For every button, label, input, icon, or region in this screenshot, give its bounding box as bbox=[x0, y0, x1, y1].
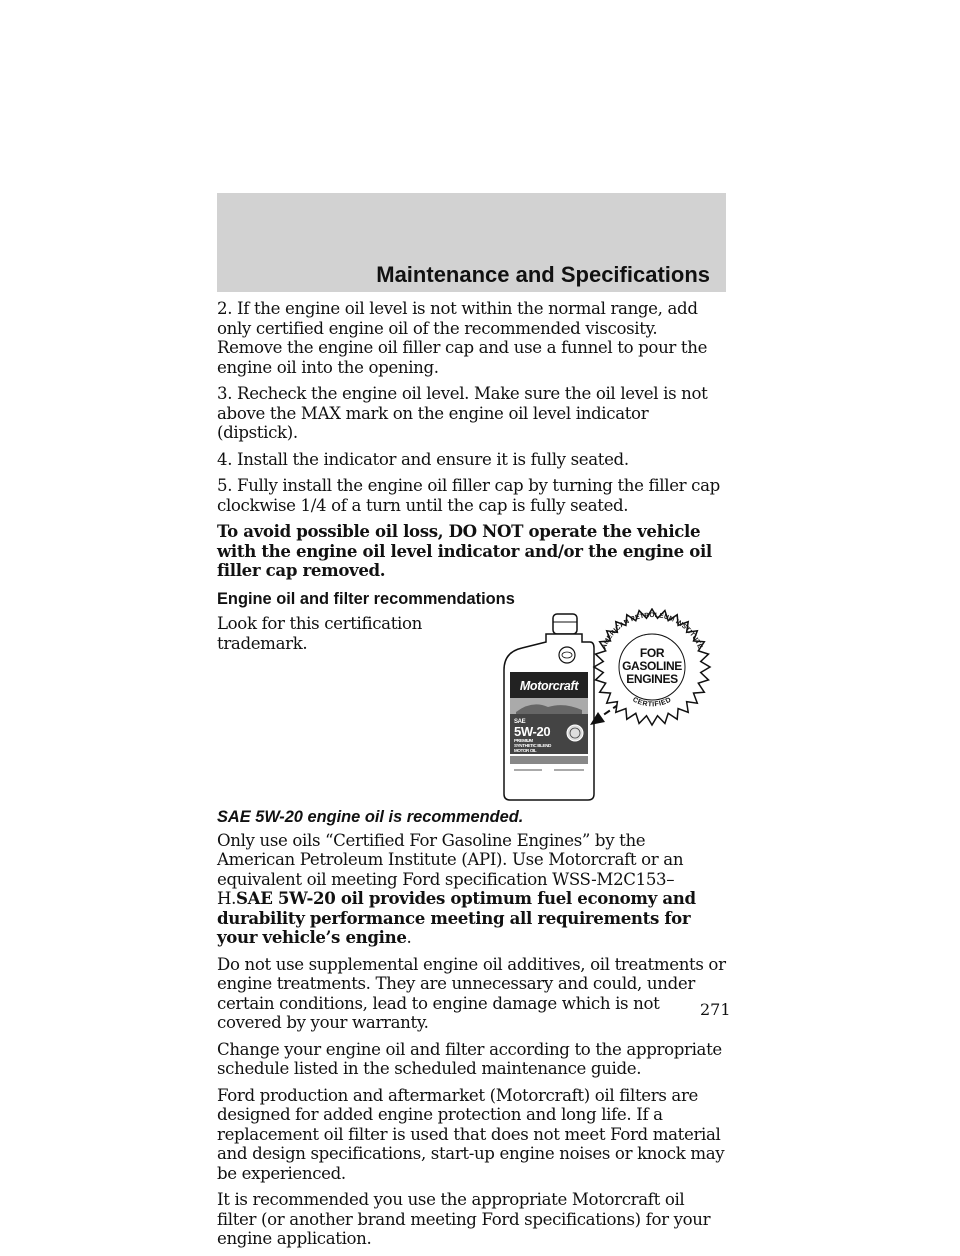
certification-text-wrap bbox=[217, 614, 437, 653]
step-5: 5. Fully install the engine oil filler cap by turning the filler cap clockwise 1/4 of a turn until the cap is fully seated. bbox=[217, 476, 720, 515]
filters-paragraph: Ford production and aftermarket (Motorcraft) oil filters are designed for added engine protection and long life. If a replacement oil filter is used that does not meet Ford material and design specifications, start-up engine noises or knock may be experienced. bbox=[217, 1085, 725, 1183]
starburst-line-1: FOR bbox=[639, 646, 665, 660]
page-header-title: Maintenance and Specifications bbox=[376, 262, 710, 287]
starburst-line-3: ENGINES bbox=[626, 672, 678, 686]
starburst-arc-top: AMERICAN PETROLEUM INSTITUTE bbox=[600, 611, 704, 651]
additives-paragraph: Do not use supplemental engine oil additives, oil treatments or engine treatments. They are unnecessary and could, under certain conditions, lead to engine damage which is not covered by your warranty. bbox=[217, 954, 726, 1032]
certification-text: Look for this certification trademark. bbox=[217, 614, 422, 653]
api-starburst-icon bbox=[594, 609, 710, 725]
page-content bbox=[217, 299, 731, 1256]
schedule-paragraph: Change your engine oil and filter according to the appropriate schedule listed in the scheduled maintenance guide. bbox=[217, 1039, 722, 1078]
step-2: 2. If the engine oil level is not within the normal range, add only certified engine oil of the recommended viscosity. Remove the engine oil filler cap and use a funnel to pour the engine oil into the opening. bbox=[217, 299, 708, 377]
oil-bottle-icon bbox=[504, 614, 594, 800]
page-number: 271 bbox=[700, 1000, 731, 1019]
recommendation-heading: SAE 5W-20 engine oil is recommended. bbox=[217, 808, 524, 826]
bottle-brand: Motorcraft bbox=[519, 679, 579, 693]
bottle-line-1: PREMIUM bbox=[514, 738, 533, 743]
bottle-grade: 5W-20 bbox=[514, 724, 551, 739]
filter-recommendation-paragraph: It is recommended you use the appropriate Motorcraft oil filter (or another brand meeting Ford specifications) for your engine application. bbox=[217, 1190, 711, 1248]
step-3: 3. Recheck the engine oil level. Make sure the oil level is not above the MAX mark on the engine oil level indicator (dipstick). bbox=[217, 384, 708, 442]
header-band bbox=[217, 193, 726, 292]
warning-text: To avoid possible oil loss, DO NOT operate the vehicle with the engine oil level indicator and/or the engine oil filler cap removed. bbox=[217, 521, 712, 580]
api-paragraph bbox=[217, 831, 726, 948]
certification-block bbox=[217, 611, 726, 802]
starburst-arc-bottom: CERTIFIED bbox=[631, 696, 673, 709]
bottle-line-3: MOTOR OIL bbox=[514, 748, 537, 753]
step-4: 4. Install the indicator and ensure it is fully seated. bbox=[217, 449, 629, 469]
oil-bottle-certification-illustration bbox=[502, 608, 712, 808]
bottle-line-2: SYNTHETIC BLEND bbox=[514, 743, 552, 748]
api-paragraph-bold: SAE 5W-20 oil provides optimum fuel economy and durability performance meeting all requirements for your vehicle’s engine bbox=[217, 888, 696, 947]
bottle-grade-prefix: SAE bbox=[514, 719, 526, 725]
starburst-line-2: GASOLINE bbox=[622, 659, 682, 673]
api-paragraph-normal: Only use oils “Certified For Gasoline Engines” by the American Petroleum Institute (API). Use Motorcraft or an equivalent oil meeting Ford specification WSS-M2C153–H. bbox=[217, 830, 684, 908]
api-paragraph-end: . bbox=[406, 928, 412, 947]
section-heading: Engine oil and filter recommendations bbox=[217, 589, 515, 608]
